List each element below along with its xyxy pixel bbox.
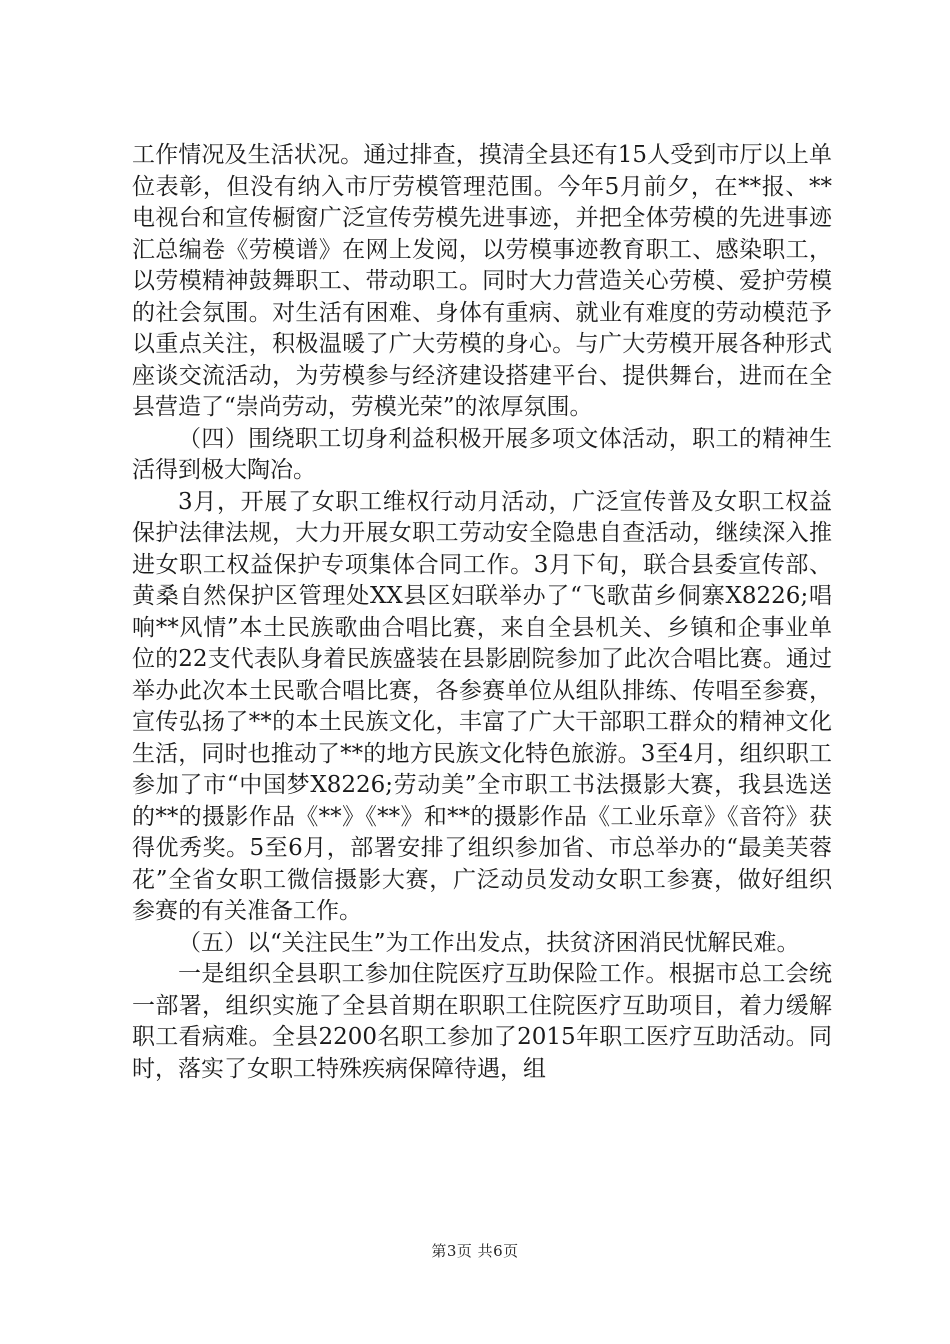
paragraph-cultural-activities: 3月，开展了女职工维权行动月活动，广泛宣传普及女职工权益保护法律法规，大力开展女职工劳动安全隐患自查活动，继续深入推进女职工权益保护专项集体合同工作。3月下旬，联合县委宣传部、黄桑自然保护区管理处XX县区妇联举办了“飞歌苗乡侗寨X8226;唱响**风情”本土民族歌曲合唱比赛，来自全县机关、乡镇和企事业单位的22支代表队身着民族盛装在县影剧院参加了此次合唱比赛。通过举办此次本土民歌合唱比赛，各参赛单位从组队排练、传唱至参赛，宣传弘扬了**的本土民族文化，丰富了广大干部职工群众的精神文化生活，同时也推动了**的地方民族文化特色旅游。3至4月，组织职工参加了市“中国梦X8226;劳动美”全市职工书法摄影大赛，我县选送的**的摄影作品《**》《**》和**的摄影作品《工业乐章》《音符》获得优秀奖。5至6月，部署安排了组织参加省、市总举办的“最美芙蓉花”全省女职工微信摄影大赛，广泛动员发动女职工参赛，做好组织参赛的有关准备工作。 [132,488,832,924]
paragraph-heading-five: （五）以“关注民生”为工作出发点，扶贫济困消民忧解民难。 [178,929,800,956]
paragraph-medical-mutual-aid: 一是组织全县职工参加住院医疗互助保险工作。根据市总工会统一部署，组织实施了全县首期在职职工住院医疗互助项目，着力缓解职工看病难。全县2200名职工参加了2015年职工医疗互助活动。同时，落实了女职工特殊疾病保障待遇，组 [132,961,832,1082]
document-body [132,140,832,1085]
paragraph-heading-four: （四）围绕职工切身利益积极开展多项文体活动，职工的精神生活得到极大陶冶。 [132,425,832,483]
paragraph-labor-model-publicity: 工作情况及生活状况。通过排查，摸清全县还有15人受到市厅以上单位表彰，但没有纳入市厅劳模管理范围。今年5月前夕，在**报、**电视台和宣传橱窗广泛宣传劳模先进事迹，并把全体劳模的先进事迹汇总编卷《劳模谱》在网上发阅，以劳模事迹教育职工、感染职工，以劳模精神鼓舞职工、带动职工。同时大力营造关心劳模、爱护劳模的社会氛围。对生活有困难、身体有重病、就业有难度的劳动模范予以重点关注，积极温暖了广大劳模的身心。与广大劳模开展各种形式座谈交流活动，为劳模参与经济建设搭建平台、提供舞台，进而在全县营造了“崇尚劳动，劳模光荣”的浓厚氛围。 [132,142,832,420]
page-footer: 第3页 共6页 [431,1242,519,1260]
